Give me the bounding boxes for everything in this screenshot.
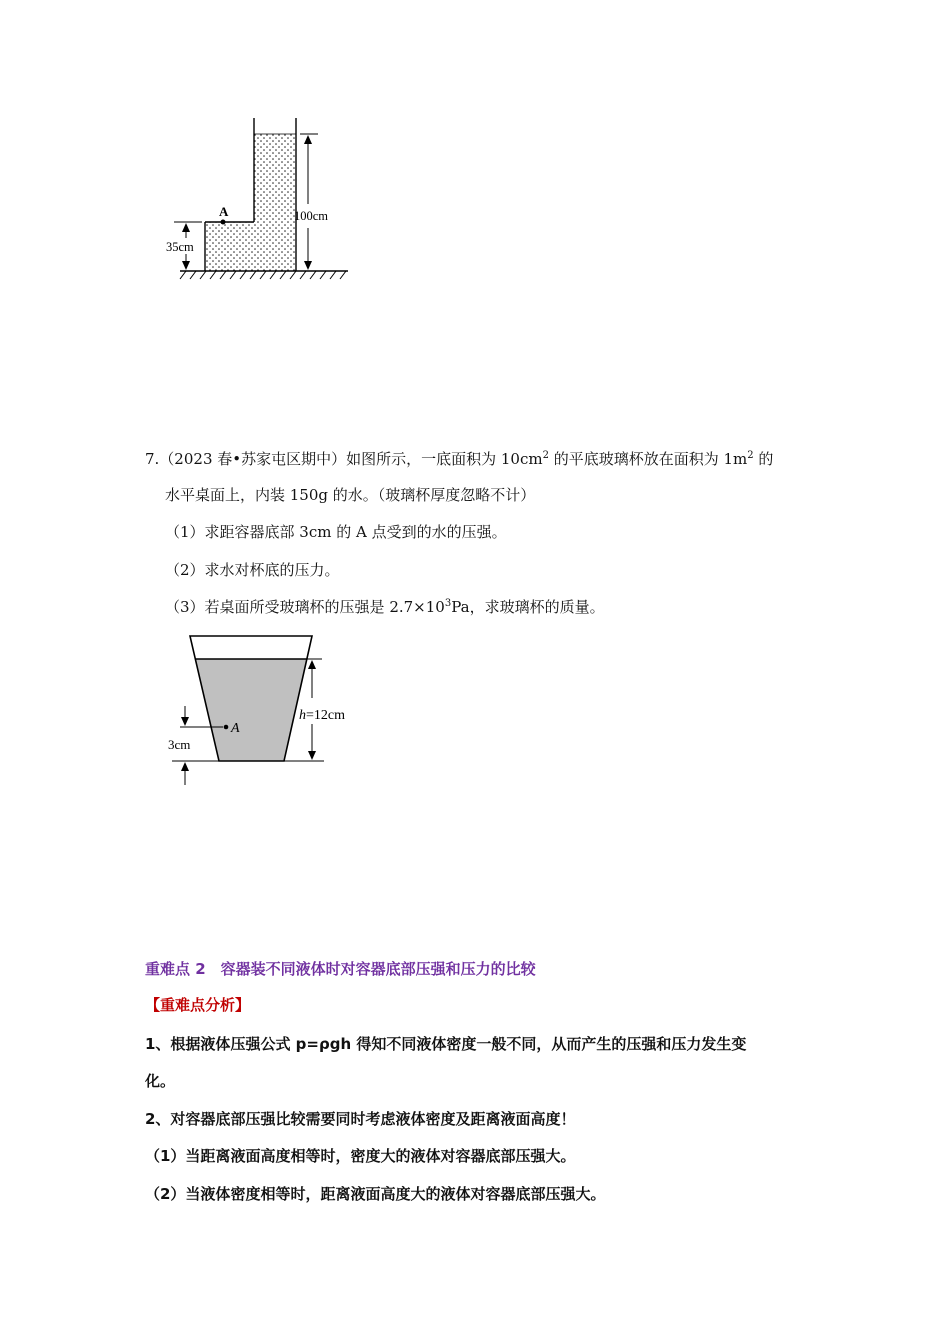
analysis-point-2-sub2: （2）当液体密度相等时，距离液面高度大的液体对容器底部压强大。: [145, 1185, 606, 1203]
question-7-stem-line2: 水平桌面上，内装 150g 的水。（玻璃杯厚度忽略不计）: [165, 486, 536, 504]
analysis-title: 【重难点分析】: [145, 996, 251, 1014]
analysis-point-1-line2: 化。: [145, 1072, 176, 1090]
label-3cm: 3cm: [168, 737, 191, 752]
water-fill: [195, 659, 307, 761]
label-a: A: [219, 204, 229, 219]
label-100cm: 100cm: [294, 209, 329, 223]
label-a: A: [231, 721, 240, 736]
analysis-point-2: 2、对容器底部压强比较需要同时考虑液体密度及距离液面高度！: [145, 1110, 576, 1128]
label-35cm: 35cm: [166, 240, 194, 254]
water-fill: [205, 134, 296, 271]
question-7-sub3: （3）若桌面所受玻璃杯的压强是 $2.7\times 10^3Pa$，求玻璃杯的质量。: [165, 598, 605, 616]
section-2-heading: 重难点 2 容器装不同液体时对容器底部压强和压力的比较: [145, 960, 536, 978]
question-7-stem-line1: 7.（2023 春•苏家屯区期中）如图所示，一底面积为 $10cm^2$ 的平底玻璃杯放在面积为 $1m^2$ 的: [145, 450, 774, 468]
question-7-sub2: （2）求水对杯底的压力。: [165, 561, 340, 579]
analysis-point-1-line1: 1、根据液体压强公式 p=ρgh 得知不同液体密度一般不同，从而产生的压强和压力发生变: [145, 1035, 747, 1053]
question-7-sub1: （1）求距容器底部 3cm 的 A 点受到的水的压强。: [165, 523, 507, 541]
label-h: h=12cm: [299, 708, 345, 723]
point-a: [224, 725, 229, 730]
figure-l-container: [160, 112, 360, 292]
figure-glass-cup: [160, 630, 380, 795]
analysis-point-2-sub1: （1）当距离液面高度相等时，密度大的液体对容器底部压强大。: [145, 1147, 576, 1165]
point-a: [221, 220, 226, 225]
